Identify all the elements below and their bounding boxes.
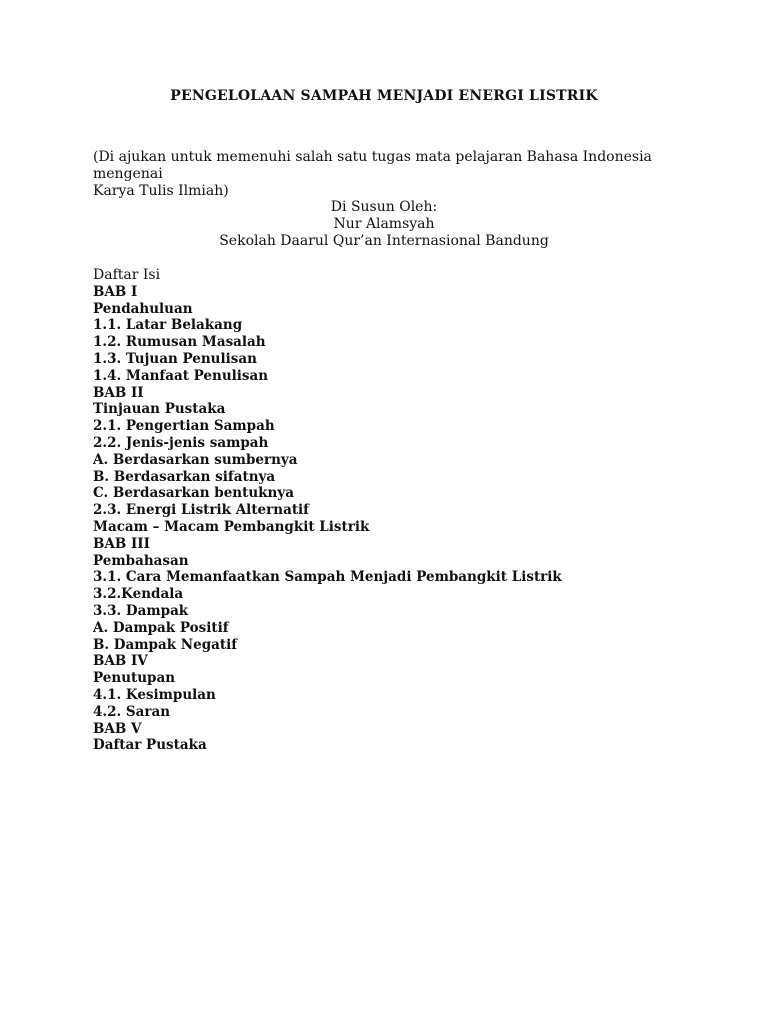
document-title: PENGELOLAAN SAMPAH MENJADI ENERGI LISTRIK bbox=[170, 88, 598, 104]
toc-item: 1.3. Tujuan Penulisan bbox=[93, 350, 257, 367]
toc-item: A. Berdasarkan sumbernya bbox=[93, 451, 298, 468]
purpose-line: Karya Tulis Ilmiah) bbox=[93, 183, 229, 199]
toc-item: BAB II bbox=[93, 384, 144, 401]
toc-item: Pendahuluan bbox=[93, 300, 193, 317]
toc-item: Penutupan bbox=[93, 670, 176, 687]
toc-heading: Daftar Isi bbox=[93, 267, 161, 283]
toc-item: B. Dampak Negatif bbox=[93, 636, 238, 653]
author-name: Nur Alamsyah bbox=[333, 216, 435, 232]
toc-list bbox=[93, 284, 693, 754]
toc-item: 2.3. Energi Listrik Alternatif bbox=[93, 502, 309, 519]
purpose-line: (Di ajukan untuk memenuhi salah satu tugas mata pelajaran Bahasa Indonesia mengenai bbox=[93, 149, 652, 182]
toc-item: Pembahasan bbox=[93, 552, 189, 569]
toc-item: Tinjauan Pustaka bbox=[93, 401, 226, 418]
toc-item: A. Dampak Positif bbox=[93, 619, 229, 636]
purpose-statement bbox=[93, 149, 683, 200]
toc-item: BAB V bbox=[93, 720, 142, 737]
toc-item: BAB IV bbox=[93, 653, 148, 670]
toc-item: 2.2. Jenis-jenis sampah bbox=[93, 434, 269, 451]
toc-item: 1.2. Rumusan Masalah bbox=[93, 334, 266, 351]
toc-item: 3.3. Dampak bbox=[93, 602, 189, 619]
toc-item: C. Berdasarkan bentuknya bbox=[93, 485, 294, 502]
toc-item: 3.2.Kendala bbox=[93, 586, 184, 603]
author-block bbox=[0, 199, 768, 250]
toc-item: Daftar Pustaka bbox=[93, 737, 207, 754]
school-name: Sekolah Daarul Qur’an Internasional Bandung bbox=[219, 233, 549, 249]
toc-item: 4.1. Kesimpulan bbox=[93, 686, 216, 703]
toc-item: 4.2. Saran bbox=[93, 703, 171, 720]
toc-item: B. Berdasarkan sifatnya bbox=[93, 468, 276, 485]
table-of-contents bbox=[93, 267, 693, 754]
toc-item: BAB I bbox=[93, 283, 138, 300]
toc-item: Macam – Macam Pembangkit Listrik bbox=[93, 518, 370, 535]
toc-item: 2.1. Pengertian Sampah bbox=[93, 418, 275, 435]
toc-item: 1.1. Latar Belakang bbox=[93, 317, 243, 334]
toc-item: 1.4. Manfaat Penulisan bbox=[93, 367, 269, 384]
toc-item: 3.1. Cara Memanfaatkan Sampah Menjadi Pembangkit Listrik bbox=[93, 569, 562, 586]
toc-item: BAB III bbox=[93, 535, 150, 552]
author-label: Di Susun Oleh: bbox=[330, 199, 438, 215]
